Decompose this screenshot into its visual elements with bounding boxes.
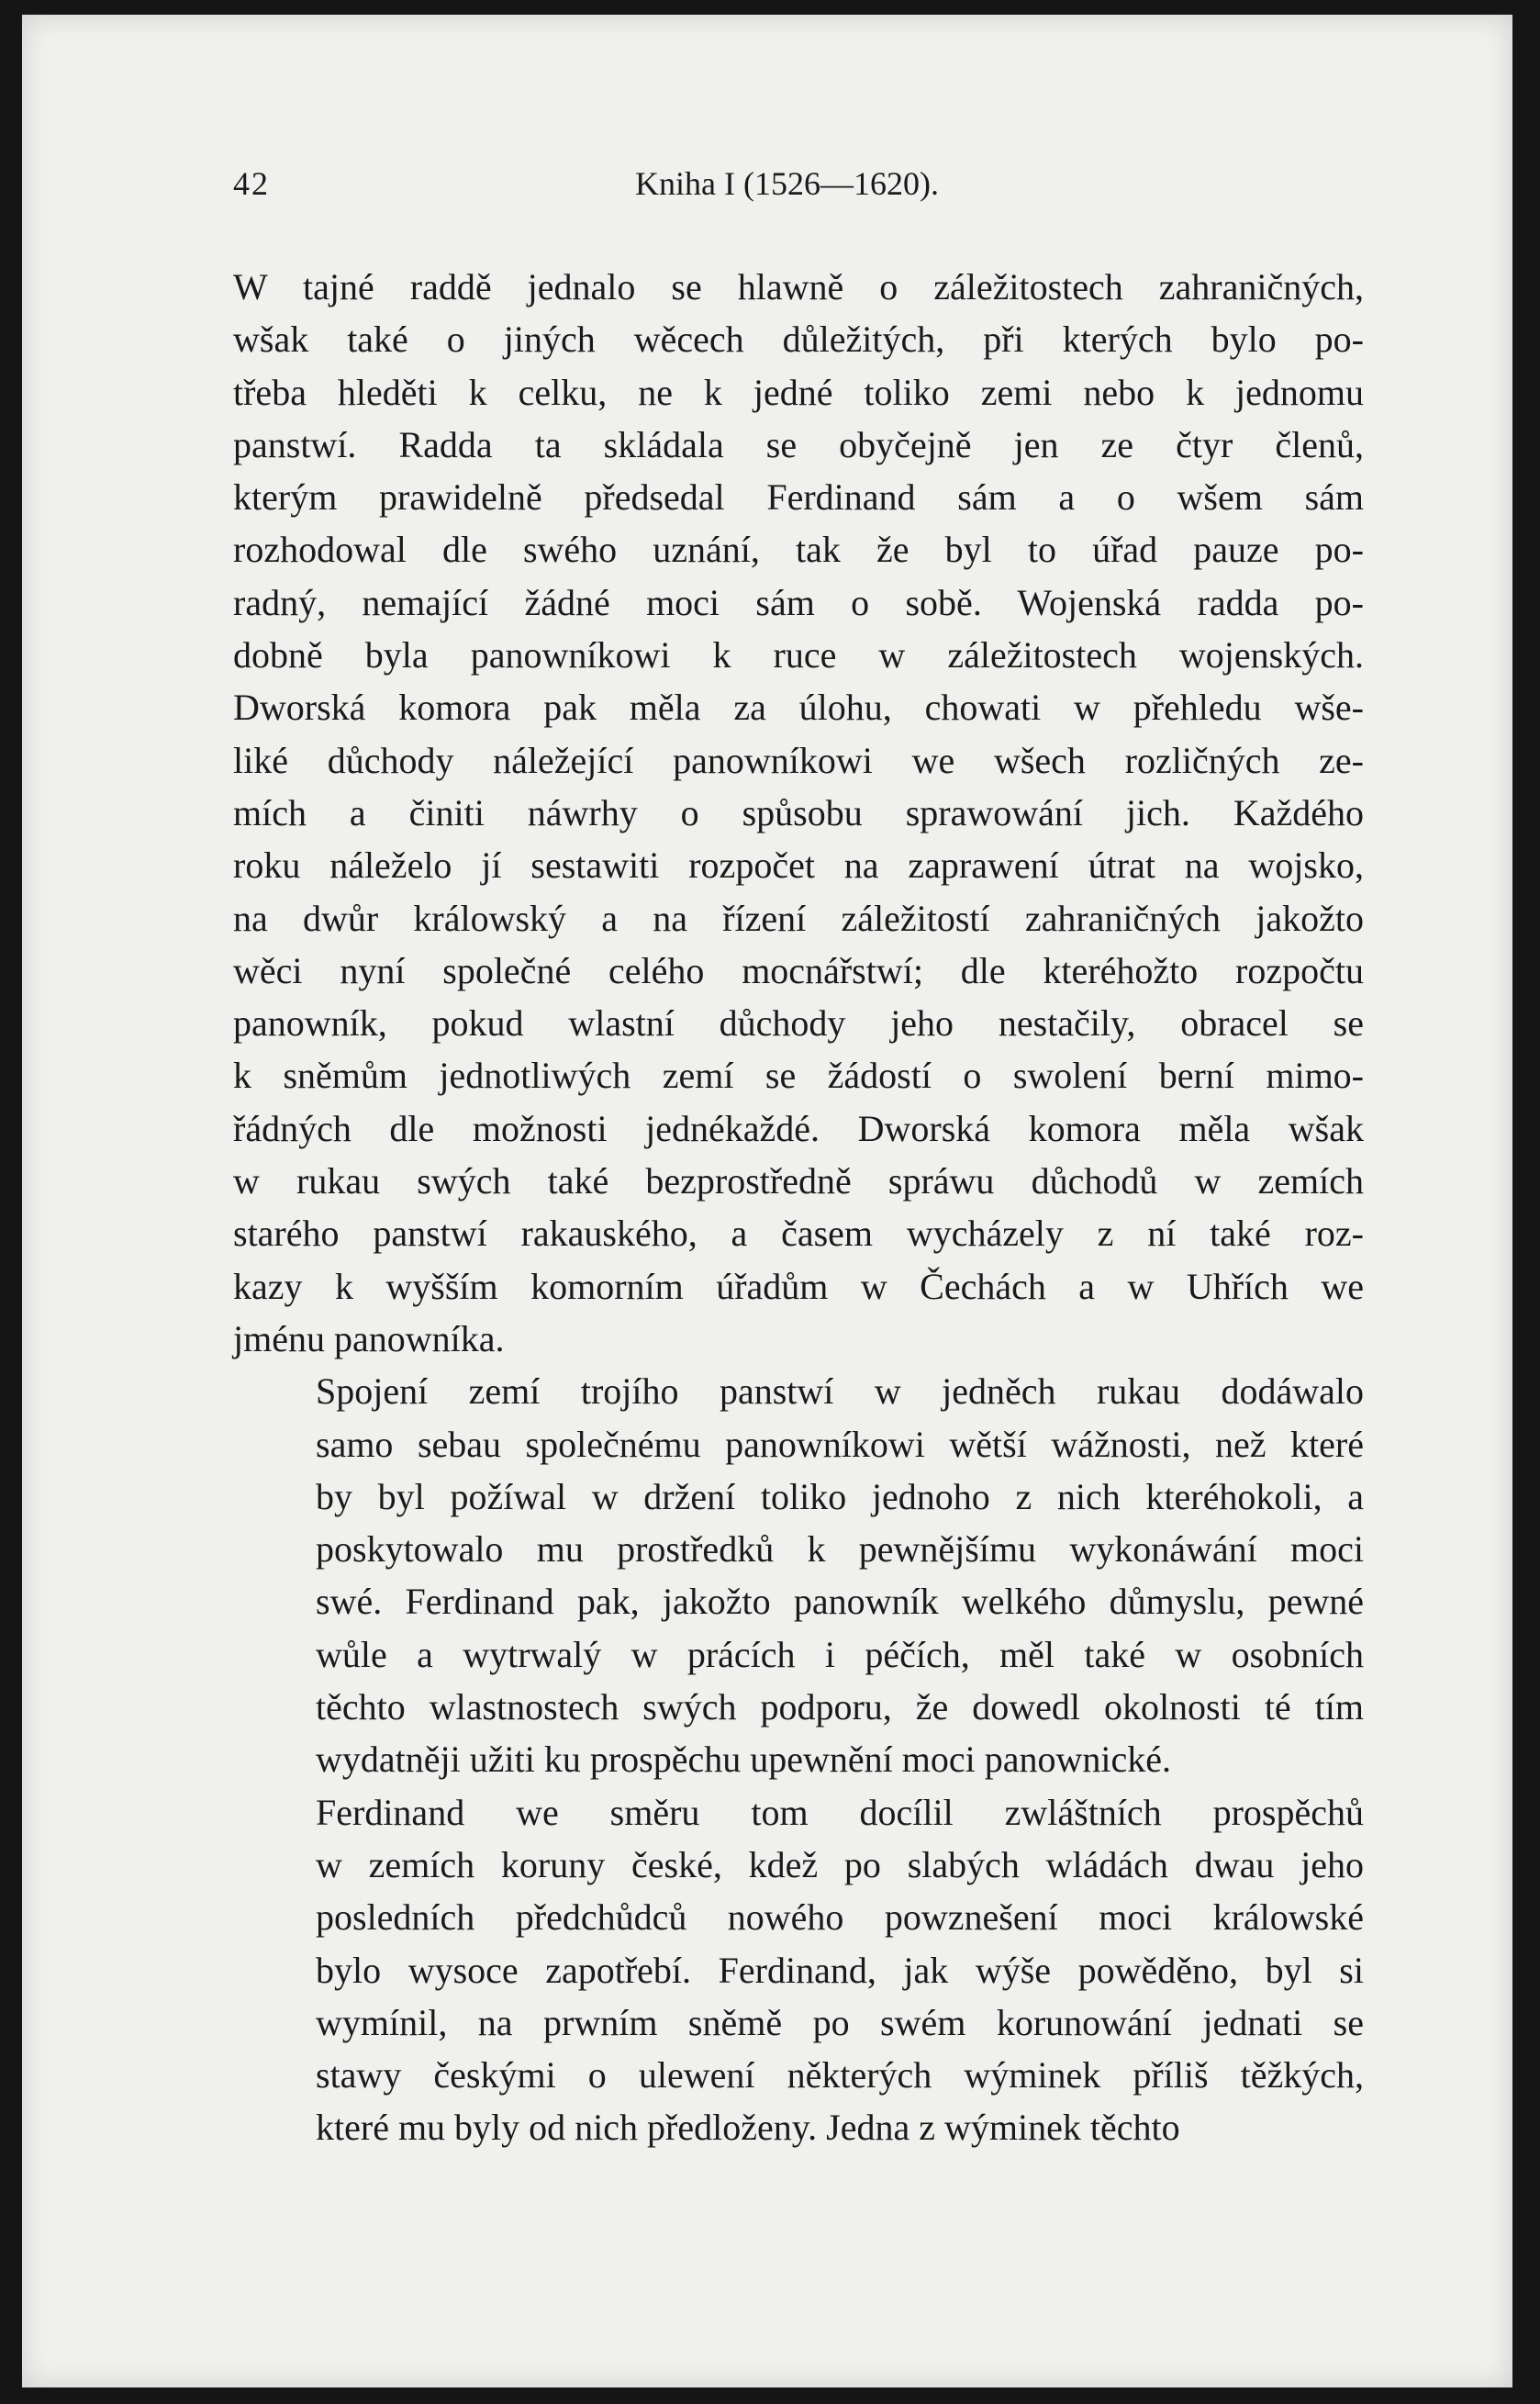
text-line: wydatněji užiti ku prospěchu upewnění moci panownické. [316,1739,1171,1781]
text-line: w zemích koruny české, kdež po slabých wládách dwau jeho [316,1843,1364,1885]
text-line: samo sebau společnému panowníkowi wětší wážnosti, než které [316,1423,1364,1465]
text-line: na dwůr králowský a na řízení záležitostí zahraničných jakožto [233,897,1364,939]
paragraph [233,1786,1364,2154]
text-line: rozhodowal dle swého uznání, tak že byl to úřad pauze po- [233,529,1364,571]
text-line: kazy k wyšším komorním úřadům w Čechách a w Uhřích we [233,1265,1364,1307]
text-line: dobně byla panowníkowi k ruce w záležitostech wojenských. [233,634,1364,676]
text-line: swé. Ferdinand pak, jakožto panowník welkého důmyslu, pewné [316,1581,1364,1623]
text-line: Spojení zemí trojího panstwí w jedněch rukau dodáwalo [316,1370,1364,1413]
text-line: panowník, pokud wlastní důchody jeho nestačily, obracel se [233,1002,1364,1045]
text-line: jménu panowníka. [233,1317,505,1359]
page-header [233,164,1364,219]
text-line: wymínil, na prwním sněmě po swém korunowání jednati se [316,2001,1364,2043]
text-line: mích a činiti náwrhy o spůsobu sprawowání jich. Každého [233,791,1364,833]
text-line: těchto wlastnostech swých podporu, že dowedl okolnosti té tím [316,1686,1364,1728]
running-title: Kniha I (1526—1620). [635,165,939,202]
text-line: které mu byly od nich předloženy. Jedna z wýminek těchto [316,2107,1180,2149]
text-line: panstwí. Radda ta skládala se obyčejně jen ze čtyr členů, [233,423,1364,465]
text-line: k sněmům jednotliwých zemí se žádostí o swolení berní mimo- [233,1055,1364,1097]
text-line: wěci nyní společné celého mocnářstwí; dle kteréhožto rozpočtu [233,949,1364,991]
text-line: roku náleželo jí sestawiti rozpočet na zaprawení útrat na wojsko, [233,844,1364,887]
book-page [22,15,1512,2387]
text-line: liké důchody náležející panowníkowi we wšech rozličných ze- [233,739,1364,781]
text-line: řádných dle možnosti jednékaždé. Dworská komora měla wšak [233,1107,1364,1149]
text-line: Ferdinand we směru tom docílil zwláštních prospěchů [316,1791,1364,1833]
text-line: W tajné raddě jednalo se hlawně o záležitostech zahraničných, [233,266,1364,307]
text-line: kterým prawidelně předsedal Ferdinand sám a o wšem sám [233,476,1364,519]
text-line: by byl požíwal w držení toliko jednoho z nich kteréhokoli, a [316,1475,1364,1517]
text-line: třeba hleděti k celku, ne k jedné toliko zemi nebo k jednomu [233,371,1364,413]
text-line: stawy českými o ulewení některých wýminek příliš těžkých, [316,2054,1364,2097]
text-line: w rukau swých také bezprostředně spráwu důchodů w zemích [233,1160,1364,1202]
paragraph [233,1365,1364,1785]
text-line: radný, nemající žádné moci sám o sobě. Wojenská radda po- [233,581,1364,623]
page-number: 42 [233,165,270,202]
text-line: wšak také o jiných wěcech důležitých, při kterých bylo po- [233,319,1364,361]
text-line: starého panstwí rakauského, a časem wycházely z ní také roz- [233,1213,1364,1255]
body-text [233,261,1364,2154]
text-line: Dworská komora pak měla za úlohu, chowati w přehledu wše- [233,687,1364,729]
text-line: wůle a wytrwalý w prácích i péčích, měl také w osobních [316,1633,1364,1675]
paragraph [233,261,1364,1365]
text-line: bylo wysoce zapotřebí. Ferdinand, jak wýše powěděno, byl si [316,1949,1364,1991]
text-line: poskytowalo mu prostředků k pewnějšímu wykonáwání moci [316,1528,1364,1571]
text-line: posledních předchůdců nowého powznešení moci králowské [316,1896,1364,1939]
